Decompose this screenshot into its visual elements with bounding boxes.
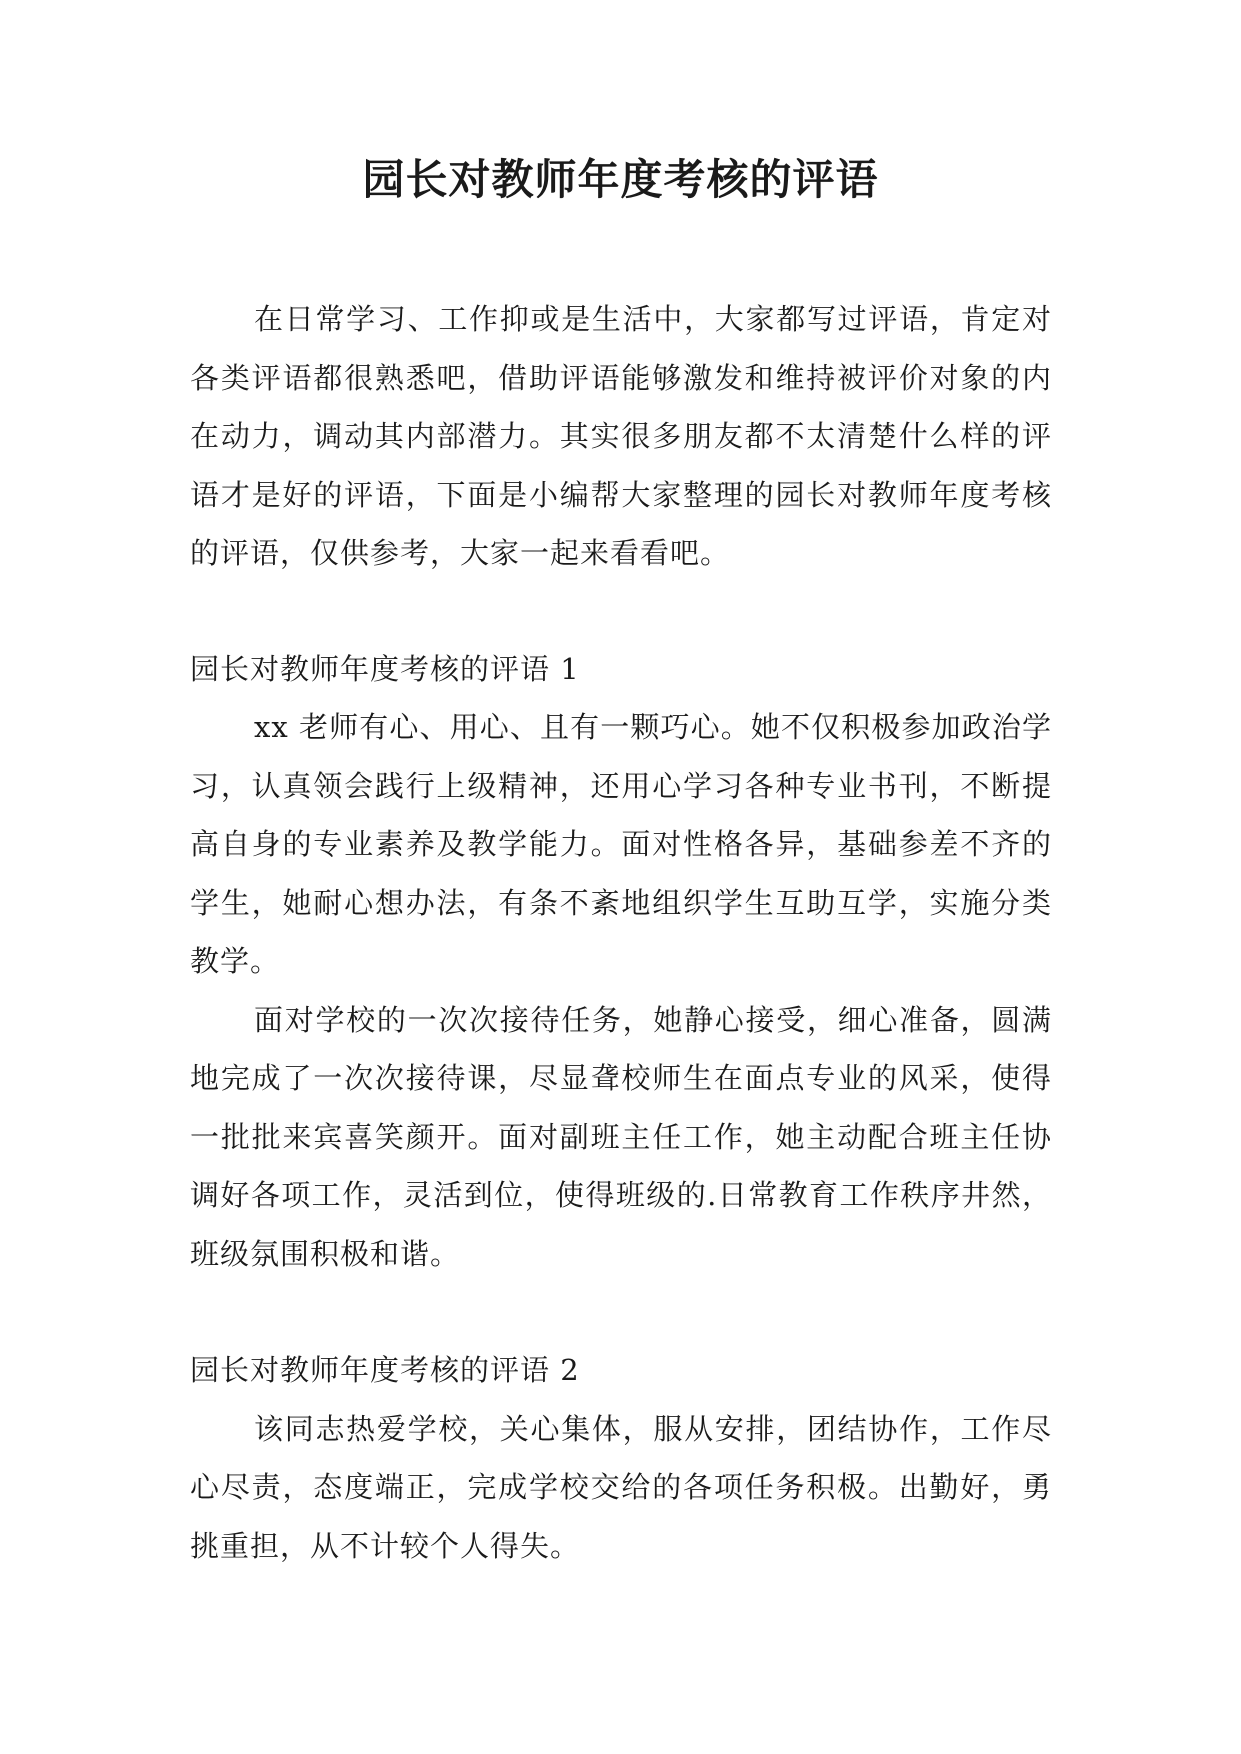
section-spacer [190,583,1052,640]
intro-paragraph: 在日常学习、工作抑或是生活中，大家都写过评语，肯定对各类评语都很熟悉吧，借助评语能够激发和维持被评价对象的内在动力，调动其内部潜力。其实很多朋友都不太清楚什么样的评语才是好的评语，下面是小编帮大家整理的园长对教师年度考核的评语，仅供参考，大家一起来看看吧。 [190,302,1052,570]
section-paragraph: xx 老师有心、用心、且有一颗巧心。她不仅积极参加政治学习，认真领会践行上级精神，还用心学习各种专业书刊，不断提高自身的专业素养及教学能力。面对性格各异，基础参差不齐的学生，她耐心想办法，有条不紊地组织学生互助互学，实施分类教学。 [190,710,1052,978]
section-heading: 园长对教师年度考核的评语 1 [190,651,580,686]
section-spacer [190,1283,1052,1341]
section-paragraph: 面对学校的一次次接待任务，她静心接受，细心准备，圆满地完成了一次次接待课，尽显聋校师生在面点专业的风采，使得一批批来宾喜笑颜开。面对副班主任工作，她主动配合班主任协调好各项工作，灵活到位，使得班级的.日常教育工作秩序井然，班级氛围积极和谐。 [190,1002,1052,1271]
section-1 [190,640,1052,1284]
document-body [190,290,1052,1575]
section-heading: 园长对教师年度考核的评语 2 [190,1353,580,1387]
section-paragraph: 该同志热爱学校，关心集体，服从安排，团结协作，工作尽心尽责，态度端正，完成学校交给的各项任务积极。出勤好，勇挑重担，从不计较个人得失。 [190,1411,1052,1563]
document-title: 园长对教师年度考核的评语 [362,155,879,204]
section-2 [190,1341,1052,1575]
